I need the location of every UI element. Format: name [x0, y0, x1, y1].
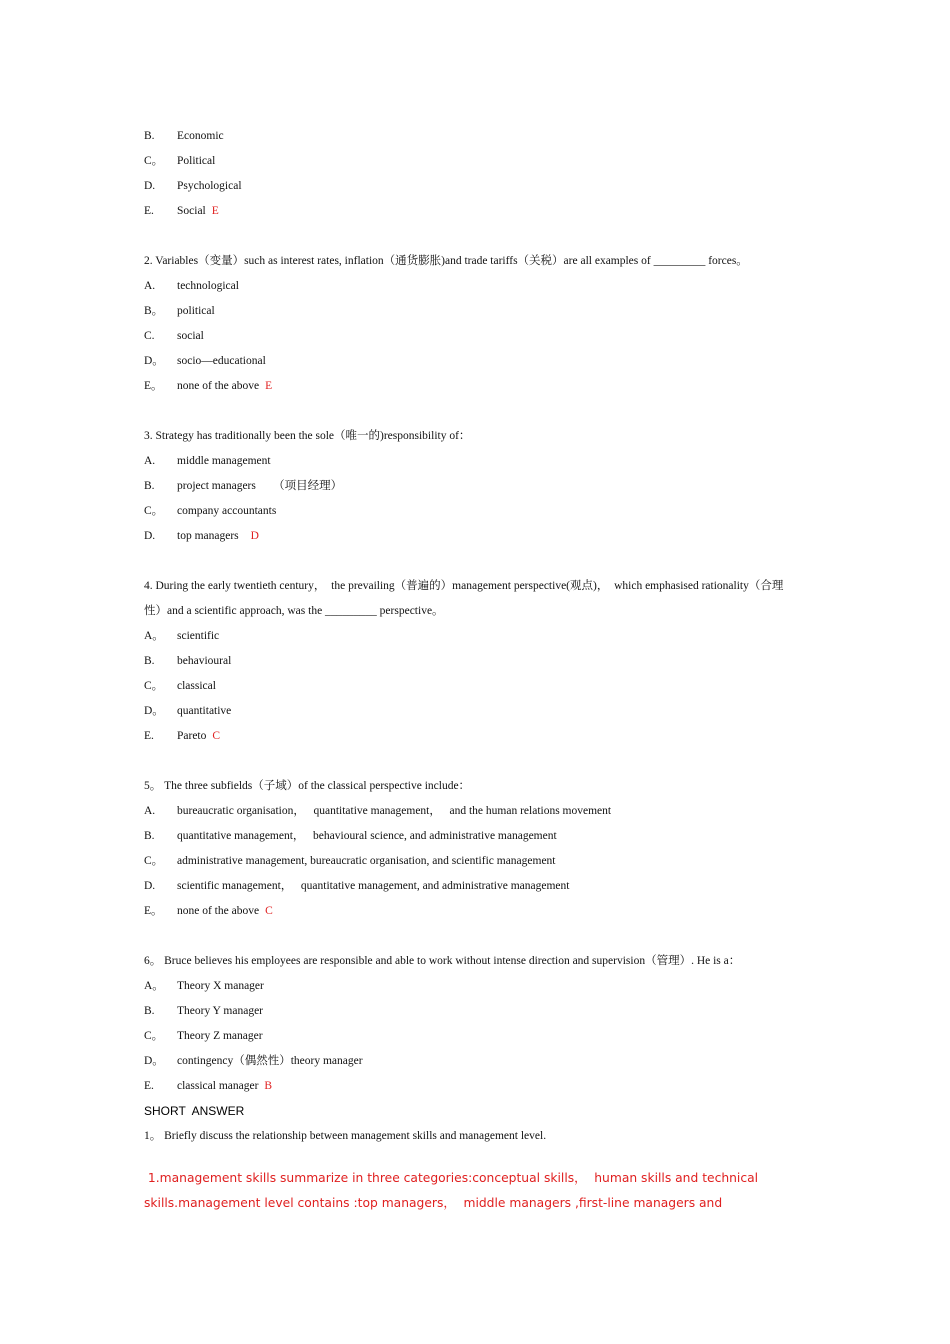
q5-option-a: A. bureaucratic organisation， quantitative management， and the human relations movement — [144, 805, 612, 817]
q3-option-d: D. top managers D — [144, 530, 259, 542]
question-2-block — [144, 249, 824, 399]
q1-answer-key: E — [211, 205, 219, 217]
q6-option-d: D。 contingency（偶然性）theory manager — [144, 1055, 363, 1067]
q6-option-c: C。 Theory Z manager — [144, 1030, 263, 1042]
question-1-block — [144, 124, 824, 224]
q1-option-c: C。 Political — [144, 155, 216, 167]
q6-option-a: A。 Theory X manager — [144, 980, 264, 992]
q2-option-d: D。 socio—educational — [144, 355, 266, 367]
short-answer-line-2: skills.management level contains :top managers， middle managers ,first-line managers and — [144, 1196, 723, 1210]
question-5-block — [144, 774, 824, 924]
q3-option-a: A. middle management — [144, 455, 271, 467]
question-4-block — [144, 574, 824, 749]
question-3-block — [144, 424, 824, 549]
q4-option-d: D。 quantitative — [144, 705, 232, 717]
document-page — [144, 124, 824, 1216]
q1-option-b: B. Economic — [144, 130, 224, 142]
q4-option-a: A。 scientific — [144, 630, 220, 642]
q4-question-line1: 4. During the early twentieth century， the prevailing（普遍的）management perspective(观点)， which emphasised rationality（合理 — [144, 580, 784, 592]
q2-option-a: A. technological — [144, 280, 239, 292]
q6-option-b: B. Theory Y manager — [144, 1005, 263, 1017]
q4-answer-key: C — [212, 730, 221, 742]
q6-answer-key: B — [264, 1080, 273, 1092]
q1-option-d: D. Psychological — [144, 180, 242, 192]
q4-question-line2: 性）and a scientific approach, was the _________ perspective。 — [144, 605, 444, 617]
q5-answer-key: C — [265, 905, 273, 917]
q2-option-c: C. social — [144, 330, 204, 342]
q2-answer-key: E — [265, 380, 273, 392]
question-6-block — [144, 949, 824, 1099]
q2-option-e: E。 none of the above E — [144, 380, 273, 392]
short-answer-section — [144, 1099, 824, 1216]
q2-option-b: B。 political — [144, 305, 215, 317]
short-answer-response — [144, 1166, 824, 1216]
short-answer-line-1: 1.management skills summarize in three categories:conceptual skills， human skills and technical — [144, 1171, 759, 1185]
short-answer-question: 1。 Briefly discuss the relationship between management skills and management level. — [144, 1130, 547, 1142]
short-answer-heading: SHORT ANSWER — [144, 1104, 245, 1118]
q1-option-e: E. Social E — [144, 205, 219, 217]
q5-option-e: E。 none of the above C — [144, 905, 273, 917]
q6-question: 6。 Bruce believes his employees are responsible and able to work without intense direction and supervision（管理）. He is a： — [144, 955, 741, 967]
q3-answer-key: D — [250, 530, 259, 542]
q5-option-d: D. scientific management， quantitative management, and administrative management — [144, 880, 570, 892]
q5-option-b: B. quantitative management， behavioural science, and administrative management — [144, 830, 557, 842]
q5-option-c: C。 administrative management, bureaucratic organisation, and scientific management — [144, 855, 556, 867]
q3-option-b: B. project managers （项目经理） — [144, 480, 343, 492]
q3-option-c: C。 company accountants — [144, 505, 277, 517]
q4-option-e: E. Pareto C — [144, 730, 221, 742]
q5-question: 5。 The three subfields（子域）of the classical perspective include： — [144, 780, 471, 792]
q3-question: 3. Strategy has traditionally been the sole（唯一的)responsibility of： — [144, 430, 471, 442]
q4-option-b: B. behavioural — [144, 655, 232, 667]
q2-question: 2. Variables（变量）such as interest rates, inflation（通货膨胀)and trade tariffs（关税）are all examples of _________ forces。 — [144, 255, 748, 267]
q4-option-c: C。 classical — [144, 680, 216, 692]
q6-option-e: E. classical manager B — [144, 1080, 273, 1092]
